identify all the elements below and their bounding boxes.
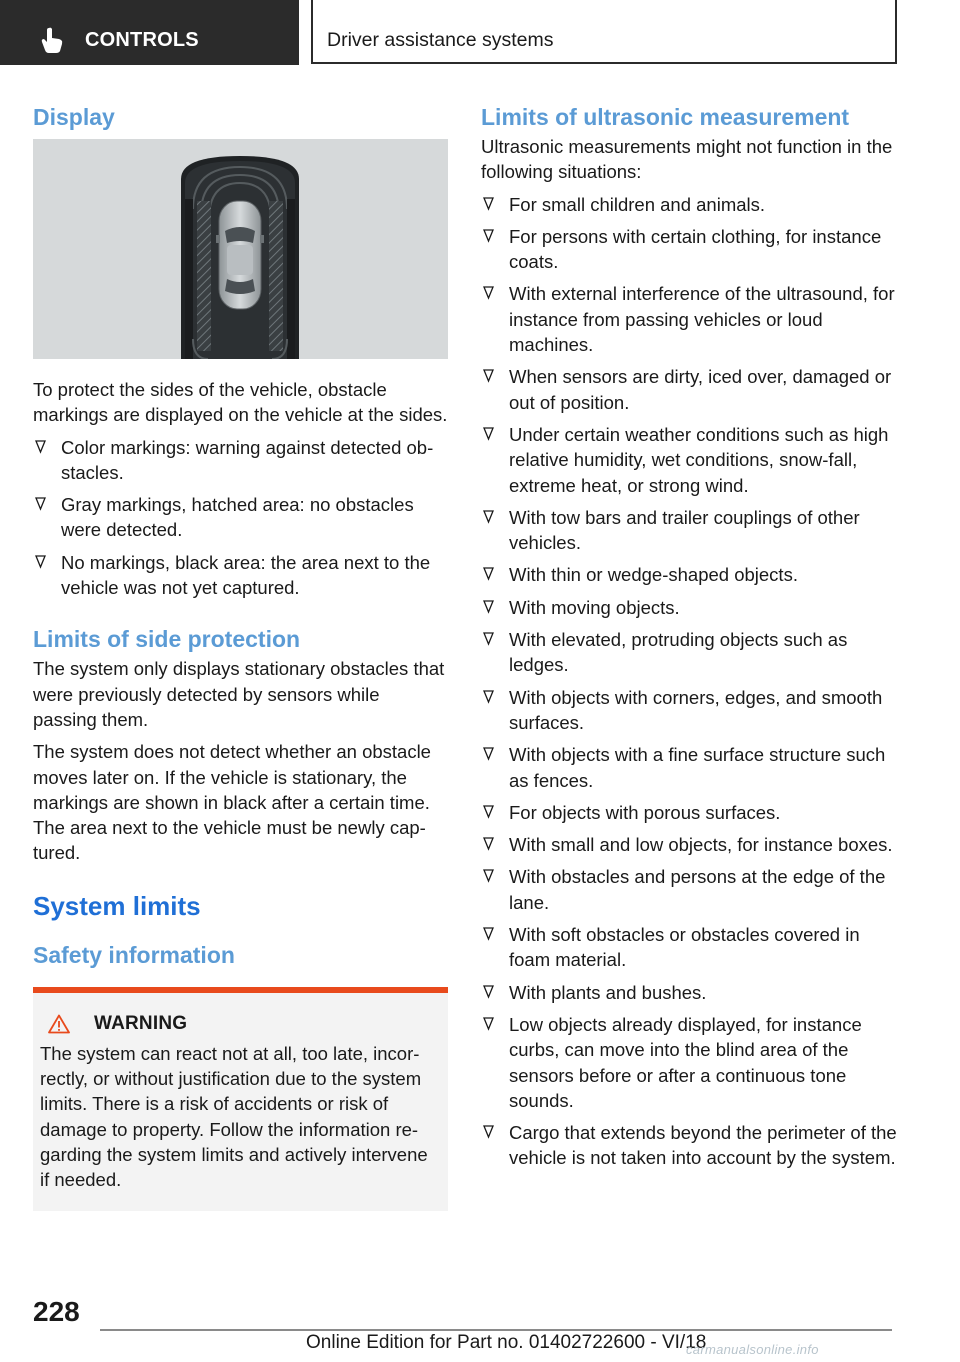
- triangle-bullet-icon: [483, 869, 494, 883]
- warning-header: [40, 1013, 440, 1035]
- triangle-bullet-icon: [483, 805, 494, 819]
- chapter-header: [311, 0, 897, 64]
- list-item: With elevated, protruding objects such as ledges.: [481, 627, 901, 678]
- list-item: With thin or wedge-shaped objects.: [481, 562, 901, 587]
- triangle-bullet-icon: [483, 600, 494, 614]
- list-item: Gray markings, hatched area: no obstacles were detected.: [33, 492, 448, 543]
- right-column: [481, 100, 901, 1171]
- list-item: Under certain weather conditions such as high relative humidity, wet conditions, snow‐fall, extreme heat, or strong wind.: [481, 422, 901, 498]
- side-protection-heading: Limits of side protection: [33, 626, 301, 653]
- triangle-bullet-icon: [483, 286, 494, 300]
- triangle-bullet-icon: [483, 427, 494, 441]
- section-tab: [0, 0, 299, 65]
- warning-triangle-icon: [48, 1014, 70, 1034]
- list-item: When sensors are dirty, iced over, damaged or out of position.: [481, 364, 901, 415]
- list-item: With moving objects.: [481, 595, 901, 620]
- warning-box: [33, 987, 448, 1211]
- triangle-bullet-icon: [483, 985, 494, 999]
- vehicle-side-protection-image: [33, 139, 448, 359]
- triangle-bullet-icon: [483, 690, 494, 704]
- triangle-bullet-icon: [483, 197, 494, 211]
- triangle-bullet-icon: [483, 369, 494, 383]
- pointing-hand-icon: [40, 27, 64, 53]
- display-heading: Display: [33, 104, 115, 130]
- triangle-bullet-icon: [483, 1017, 494, 1031]
- triangle-bullet-icon: [483, 1125, 494, 1139]
- footer-rule: [100, 1329, 892, 1331]
- triangle-bullet-icon: [483, 632, 494, 646]
- left-column: [33, 100, 448, 1211]
- list-item: For persons with certain clothing, for instance coats.: [481, 224, 901, 275]
- triangle-bullet-icon: [35, 555, 46, 569]
- list-item: With external interference of the ultrasound, for instance from passing vehicles or loud machines.: [481, 281, 901, 357]
- ultrasonic-limits-list: [481, 192, 901, 1171]
- system-limits-heading: System limits: [33, 890, 201, 921]
- triangle-bullet-icon: [35, 440, 46, 454]
- warning-label: WARNING: [94, 1012, 188, 1034]
- list-item: Low objects already displayed, for instance curbs, can move into the blind area of the sensors before or after a continuous tone sounds.: [481, 1012, 901, 1113]
- list-item: With objects with a fine surface structure such as fences.: [481, 742, 901, 793]
- list-item: Color markings: warning against detected ob‐stacles.: [33, 435, 448, 486]
- markings-list: [33, 435, 448, 601]
- ultrasonic-intro: Ultrasonic measurements might not function in the following situations:: [481, 136, 893, 183]
- triangle-bullet-icon: [483, 927, 494, 941]
- page-number: 228: [33, 1296, 80, 1327]
- ultrasonic-limits-heading: Limits of ultrasonic measurement: [481, 104, 850, 130]
- edition-note: Online Edition for Part no. 01402722600 - VI/18: [306, 1332, 707, 1353]
- triangle-bullet-icon: [483, 510, 494, 524]
- side-protection-p2: The system does not detect whether an obstacle moves later on. If the vehicle is stationary, the markings are shown in black after a certain time. The area next to the vehicle must be newly cap‐tured.: [33, 741, 431, 864]
- list-item: No markings, black area: the area next to the vehicle was not yet captured.: [33, 550, 448, 601]
- list-item: With plants and bushes.: [481, 980, 901, 1005]
- triangle-bullet-icon: [483, 837, 494, 851]
- display-intro: To protect the sides of the vehicle, obstacle markings are displayed on the vehicle at the sides.: [33, 379, 448, 426]
- safety-information-heading: Safety information: [33, 941, 235, 968]
- watermark: carmanualsonline.info: [686, 1342, 819, 1357]
- list-item: With small and low objects, for instance boxes.: [481, 832, 901, 857]
- chapter-title: Driver assistance systems: [327, 29, 554, 51]
- triangle-bullet-icon: [483, 567, 494, 581]
- triangle-bullet-icon: [483, 747, 494, 761]
- list-item: With tow bars and trailer couplings of other vehicles.: [481, 505, 901, 556]
- side-protection-p1: The system only displays stationary obstacles that were previously detected by sensors while passing them.: [33, 658, 445, 730]
- triangle-bullet-icon: [35, 497, 46, 511]
- list-item: Cargo that extends beyond the perimeter of the vehicle is not taken into account by the system.: [481, 1120, 901, 1171]
- warning-text: The system can react not at all, too late, incor‐rectly, or without justification due to the system limits. There is a risk of accidents or risk of damage to property. Follow the information re‐garding the system limits and actively intervene if needed.: [40, 1042, 428, 1191]
- list-item: With obstacles and persons at the edge of the lane.: [481, 864, 901, 915]
- list-item: For objects with porous surfaces.: [481, 800, 901, 825]
- section-label: CONTROLS: [85, 29, 199, 51]
- list-item: With soft obstacles or obstacles covered in foam material.: [481, 922, 901, 973]
- parking-display-figure: [33, 139, 448, 359]
- list-item: For small children and animals.: [481, 192, 901, 217]
- list-item: With objects with corners, edges, and smooth surfaces.: [481, 685, 901, 736]
- triangle-bullet-icon: [483, 229, 494, 243]
